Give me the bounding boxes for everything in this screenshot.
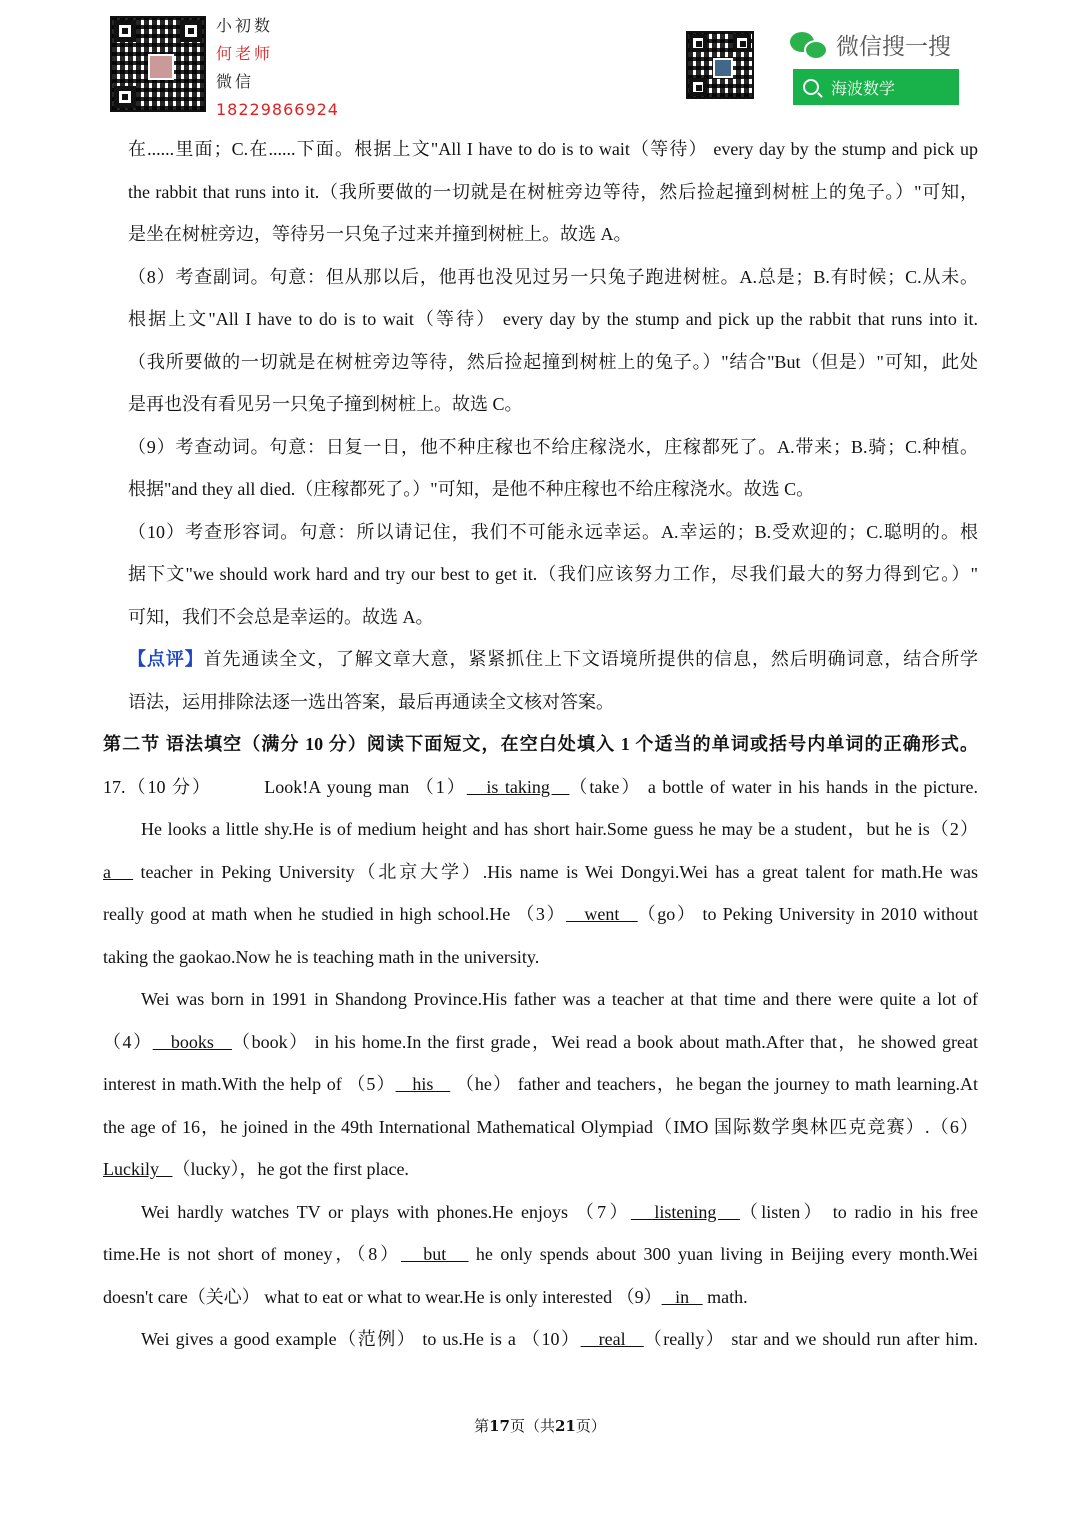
q17-line-12	[103, 1233, 978, 1276]
explanation-line: 根据上文"All I have to do is to wait（等待） every day by the stump and pick up the rabbit that runs into it.	[128, 309, 978, 329]
answer-8: but	[401, 1244, 469, 1264]
search-icon	[803, 79, 819, 95]
footer-text: 页）	[575, 1417, 606, 1435]
explanation-line: 可知，我们不会总是幸运的。故选 A。	[128, 606, 434, 627]
wechat-search-label: 微信搜一搜	[836, 34, 951, 60]
wechat-logo-icon	[790, 32, 826, 58]
q17-line-13	[103, 1276, 978, 1319]
explanation-line: 根据"and they all died.（庄稼都死了。）"可知，是他不种庄稼也不给庄稼浇水。故选 C。	[128, 479, 815, 499]
q17-text: teacher in Peking University（北京大学）.His name is Wei Dongyi.Wei has a great talent for math.He was	[133, 861, 978, 882]
q17-text: time.He is not short of money，（8）	[103, 1244, 402, 1264]
q17-line-7	[103, 1021, 978, 1064]
explanation-line: 是坐在树桩旁边，等待另一只兔子过来并撞到树桩上。故选 A。	[128, 224, 632, 244]
q17-text: （he） father and teachers，he began the journey to math learning.At	[450, 1074, 979, 1094]
comment-tag: 【点评】	[128, 649, 204, 669]
q17-text: he only spends about 300 yuan living in Beijing every month.Wei	[468, 1244, 978, 1264]
q17-line-1	[103, 766, 978, 809]
qr-code-icon	[110, 16, 206, 112]
q17-text: doesn't care（关心） what to eat or what to wear.He is only interested （9）	[103, 1286, 662, 1307]
page-number: 17	[489, 1417, 510, 1435]
q17-text: （4）	[103, 1031, 153, 1052]
wechat-qr-code-icon	[686, 31, 754, 99]
q17-text: interest in math.With the help of （5）	[103, 1074, 396, 1094]
page-header	[0, 0, 1080, 125]
comment-line-1	[103, 638, 978, 681]
q17-line-14	[103, 1318, 978, 1361]
answer-6: Luckily	[103, 1159, 173, 1179]
q17-text: （listen） to radio in his free	[739, 1201, 978, 1222]
q17-line-9: the age of 16，he joined in the 49th International Mathematical Olympiad（IMO 国际数学奥林匹克竞赛）.（6）	[103, 1116, 978, 1137]
q17-text: Wei hardly watches TV or plays with phones.He enjoys （7）	[141, 1201, 631, 1222]
q17-line-5: taking the gaokao.Now he is teaching math in the university.	[103, 946, 540, 967]
q17-line-11	[103, 1191, 978, 1234]
q17-text: （really） star and we should run after him.	[643, 1329, 978, 1349]
section-title: 第二节 语法填空（满分 10 分）阅读下面短文，在空白处填入 1 个适当的单词或括号内单词的正确形式。	[103, 734, 978, 754]
explanation-block	[103, 128, 978, 638]
wechat-search-button[interactable]	[793, 69, 959, 105]
answer-10: real	[580, 1329, 644, 1349]
contact-line-3: 微信	[216, 72, 255, 91]
q17-line-4	[103, 893, 978, 936]
contact-line-1: 小初数	[216, 16, 274, 35]
explanation-line: 是再也没有看见另一只兔子撞到树桩上。故选 C。	[128, 394, 523, 414]
comment-line-2: 语法，运用排除法逐一选出答案，最后再通读全文核对答案。	[128, 691, 614, 712]
q17-text: （lucky），he got the first place.	[172, 1159, 409, 1179]
explanation-line: 据下文"we should work hard and try our best to get it.（我们应该努力工作，尽我们最大的努力得到它。）"	[128, 564, 978, 584]
contact-line-2: 何老师	[216, 44, 274, 63]
q17-line-3	[103, 851, 978, 894]
q17-text: （take） a bottle of water in his hands in the picture.	[569, 776, 978, 797]
q17-line-2: He looks a little shy.He is of medium height and has short hair.Some guess he may be a student，but he is（2）	[141, 819, 978, 839]
answer-5: his	[395, 1074, 451, 1094]
explanation-line: （10）考查形容词。句意：所以请记住，我们不可能永远幸运。A.幸运的；B.受欢迎的；C.聪明的。根	[128, 521, 978, 542]
explanation-line: （9）考查动词。句意：日复一日，他不种庄稼也不给庄稼浇水，庄稼都死了。A.带来；B.骑；C.种植。	[128, 436, 978, 457]
q17-text: Wei gives a good example（范例） to us.He is a （10）	[141, 1329, 581, 1349]
explanation-line: 在......里面；C.在......下面。根据上文"All I have to do is to wait（等待） every day by the stump and pick up	[128, 139, 978, 159]
answer-7: listening	[630, 1201, 740, 1222]
question-number: 17.（10 分）	[103, 776, 213, 797]
answer-4: books	[152, 1031, 233, 1052]
teacher-contact	[216, 12, 339, 124]
total-pages: 21	[555, 1417, 576, 1435]
q17-line-8	[103, 1063, 978, 1106]
explanation-line: （我所要做的一切就是在树桩旁边等待，然后捡起撞到树桩上的兔子。）"结合"But（但是）"可知，此处	[128, 351, 978, 372]
q17-text: （book） in his home.In the first grade，Wei read a book about math.After that，he showed great	[232, 1031, 979, 1052]
q17-text: math.	[702, 1286, 748, 1307]
answer-2: a	[103, 861, 134, 882]
answer-3: went	[566, 904, 638, 924]
page-footer	[0, 1415, 1080, 1436]
footer-text: 第	[474, 1417, 490, 1435]
wechat-search-title	[790, 28, 951, 61]
q17-line-6: Wei was born in 1991 in Shandong Province.His father was a teacher at that time and there were quite a lot of	[141, 989, 978, 1009]
explanation-line: （8）考查副词。句意：但从那以后，他再也没见过另一只兔子跑进树桩。A.总是；B.有时候；C.从未。	[128, 266, 978, 287]
answer-9: in	[661, 1286, 703, 1307]
comment-text-1: 首先通读全文，了解文章大意，紧紧抓住上下文语境所提供的信息，然后明确词意，结合所学	[203, 649, 978, 669]
q17-text: （go） to Peking University in 2010 without	[637, 904, 978, 924]
answer-1: is taking	[466, 776, 570, 797]
contact-phone: 18229866924	[216, 100, 339, 119]
explanation-line: the rabbit that runs into it.（我所要做的一切就是在树桩旁边等待，然后捡起撞到树桩上的兔子。）"可知，	[128, 181, 978, 202]
wechat-account-name: 海波数学	[831, 78, 896, 98]
q17-text: Look!A young man （1）	[264, 776, 467, 797]
footer-text: 页（共	[509, 1417, 555, 1435]
q17-line-10	[103, 1148, 978, 1191]
q17-text: really good at math when he studied in high school.He （3）	[103, 904, 567, 924]
page-content	[103, 128, 978, 1361]
